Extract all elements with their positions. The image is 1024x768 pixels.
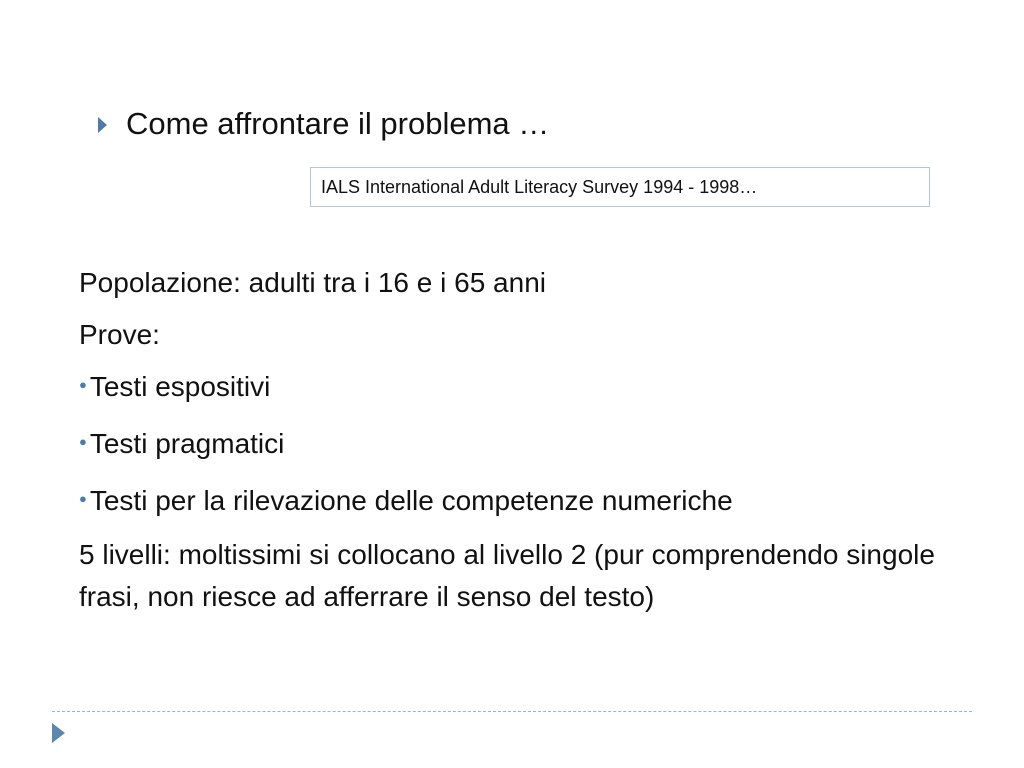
bullet-item [79, 475, 939, 532]
slide-body [79, 257, 939, 618]
levels-paragraph: 5 livelli: moltissimi si collocano al livello 2 (pur comprendendo singole frasi, non riesce ad afferrare il senso del testo) [79, 539, 935, 612]
bullet-dot-icon: ● [79, 377, 87, 392]
bullet-dot-icon: ● [79, 491, 87, 506]
bullet-dot-icon: ● [79, 434, 87, 449]
triangle-right-icon [52, 723, 65, 743]
triangle-right-icon [98, 117, 107, 133]
bullet-item [79, 418, 939, 475]
slide-title: Come affrontare il problema … [126, 106, 550, 141]
slide-title-row [98, 104, 549, 144]
source-label-box: IALS International Adult Literacy Survey 1994 - 1998… [310, 167, 930, 207]
bullet-text: Testi pragmatici [89, 428, 285, 459]
bullet-text: Testi per la rilevazione delle competenze numeriche [89, 485, 733, 516]
footer-divider [52, 711, 972, 712]
bullet-text: Testi espositivi [89, 371, 271, 402]
bullet-item [79, 361, 939, 418]
population-line: Popolazione: adulti tra i 16 e i 65 anni [79, 267, 546, 298]
tests-heading: Prove: [79, 319, 160, 350]
